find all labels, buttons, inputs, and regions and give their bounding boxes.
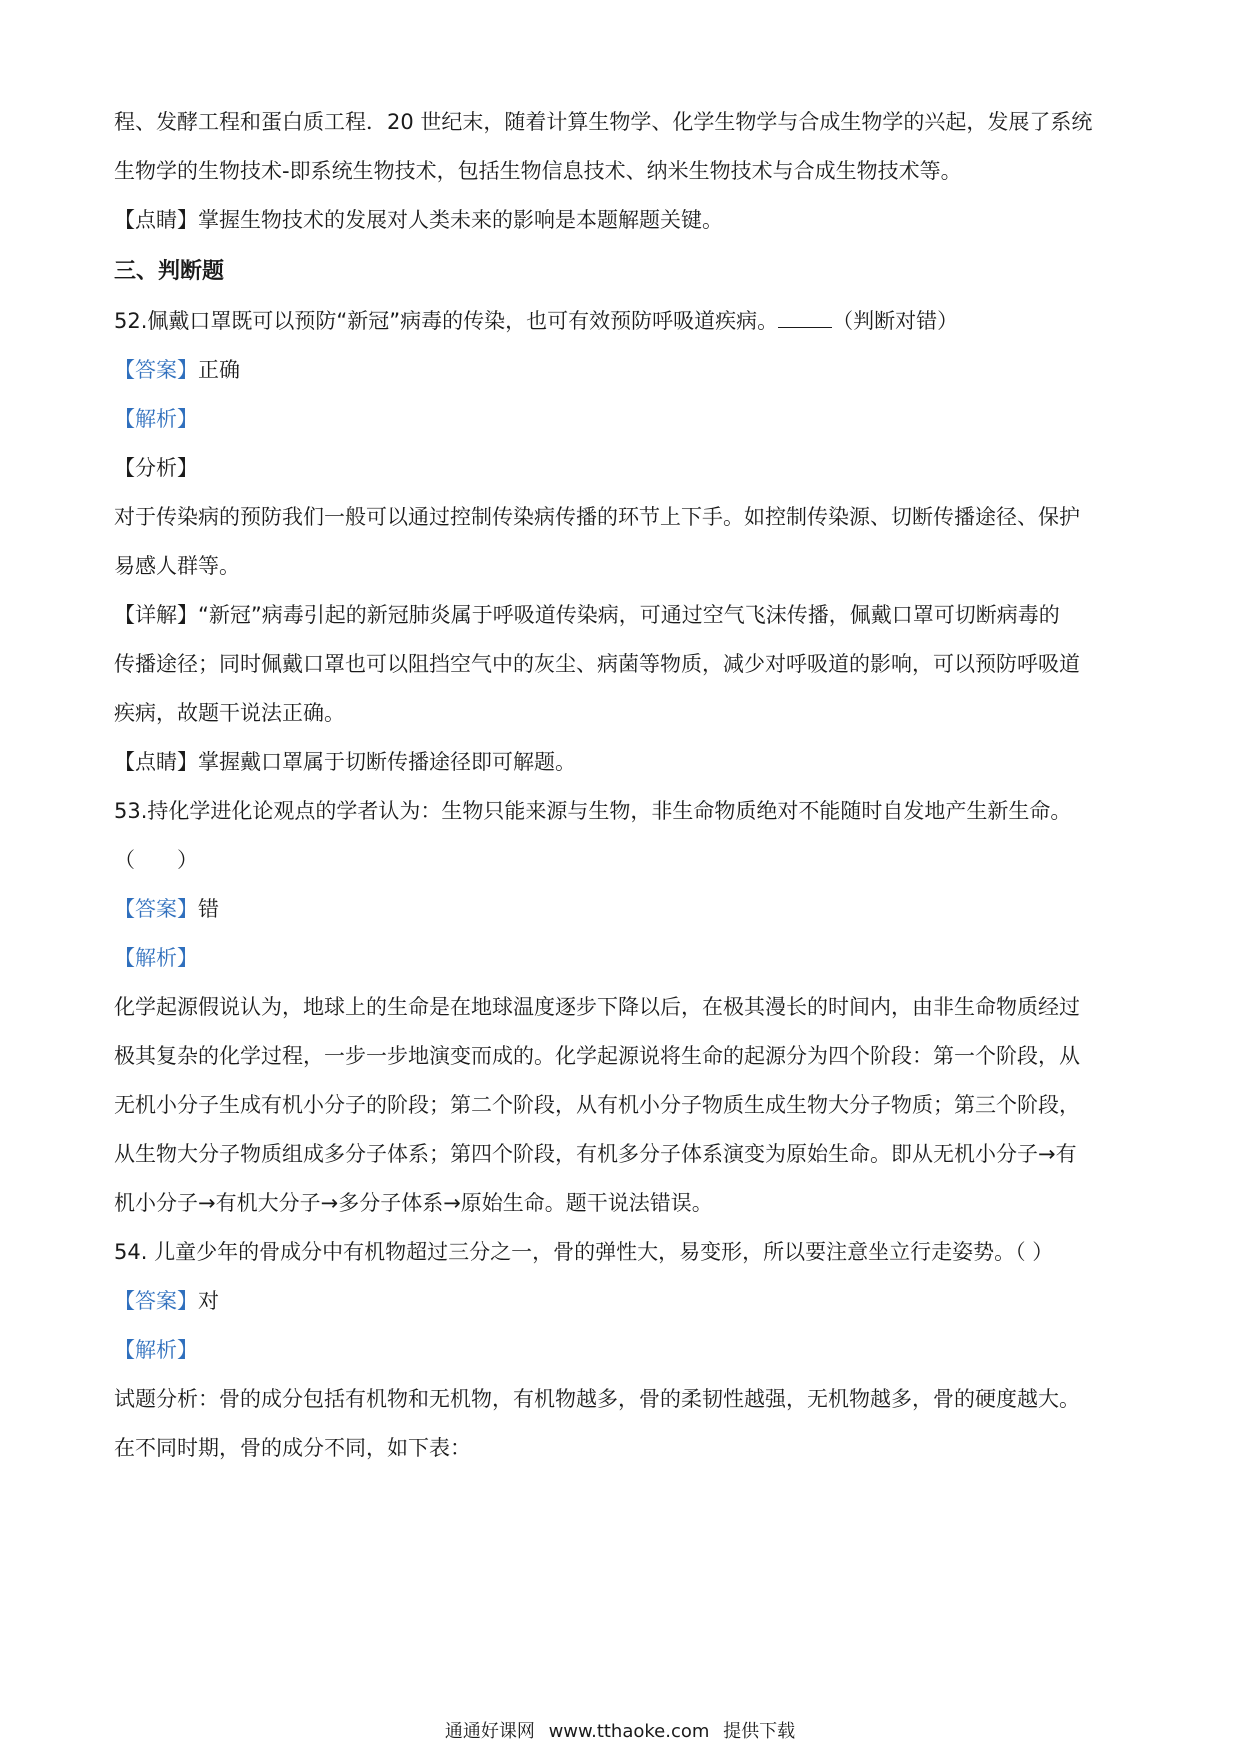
xiangjie-tag: 【详解】 [114,603,198,627]
dianjing-tag: 【点睛】 [114,750,198,774]
question-52-stem [114,297,1126,346]
paragraph-line: 疾病，故题干说法正确。 [114,701,345,725]
paragraph-line: 化学起源假说认为，地球上的生命是在地球温度逐步下降以后，在极其漫长的时间内，由非生命物质经过 [114,995,1080,1019]
answer-text: 正确 [198,358,240,382]
paragraph-line: 传播途径；同时佩戴口罩也可以阻挡空气中的灰尘、病菌等物质，减少对呼吸道的影响，可以预防呼吸道 [114,652,1080,676]
section-title: 三、判断题 [114,259,225,284]
document-content [114,98,1126,1473]
question-53-answer [114,885,1126,934]
answer-blank [778,307,832,328]
jiexi-tag: 【解析】 [114,407,198,431]
xiangjie-line [114,591,1126,640]
dianjing-tag: 【点睛】 [114,208,198,232]
page-footer [0,1720,1240,1744]
dianjing-text: 掌握戴口罩属于切断传播途径即可解题。 [198,750,576,774]
dianjing-line [114,738,1126,787]
paragraph-line: 生物学的生物技术-即系统生物技术，包括生物信息技术、纳米生物技术与合成生物技术等。 [114,159,962,183]
dianjing-line [114,196,1126,245]
jiexi-tag: 【解析】 [114,946,198,970]
answer-tag: 【答案】 [114,897,198,921]
paragraph-line: 在不同时期，骨的成分不同，如下表： [114,1436,471,1460]
fenxi-tag: 【分析】 [114,456,198,480]
paragraph-line: 无机小分子生成有机小分子的阶段；第二个阶段，从有机小分子物质生成生物大分子物质；第三个阶段， [114,1093,1080,1117]
paragraph-line: 极其复杂的化学过程，一步一步地演变而成的。化学起源说将生命的起源分为四个阶段：第一个阶段，从 [114,1044,1080,1068]
paragraph-line: 易感人群等。 [114,554,240,578]
paragraph-line: 试题分析：骨的成分包括有机物和无机物，有机物越多，骨的柔韧性越强，无机物越多，骨的硬度越大。 [114,1387,1080,1411]
question-54-stem: 54. 儿童少年的骨成分中有机物超过三分之一，骨的弹性大，易变形，所以要注意坐立行走姿势。（ ） [114,1240,1054,1264]
question-52-stem-text: 52.佩戴口罩既可以预防“新冠”病毒的传染，也可有效预防呼吸道疾病。 [114,309,779,333]
answer-text: 对 [198,1289,219,1313]
footer-url[interactable]: www.tthaoke.com [548,1721,710,1742]
answer-tag: 【答案】 [114,1289,198,1313]
paragraph-line: 机小分子→有机大分子→多分子体系→原始生命。题干说法错误。 [114,1191,713,1215]
jiexi-tag: 【解析】 [114,1338,198,1362]
answer-tag: 【答案】 [114,358,198,382]
paragraph-line: 从生物大分子物质组成多分子体系；第四个阶段，有机多分子体系演变为原始生命。即从无机小分子→有 [114,1142,1077,1166]
question-53-stem: 53.持化学进化论观点的学者认为：生物只能来源与生物，非生命物质绝对不能随时自发地产生新生命。 [114,799,1072,823]
xiangjie-text: “新冠”病毒引起的新冠肺炎属于呼吸道传染病，可通过空气飞沫传播，佩戴口罩可切断病毒的 [198,603,1060,627]
question-53-bracket: （ ） [114,848,198,872]
footer-suffix: 提供下载 [723,1721,796,1742]
footer-site-name: 通通好课网 [444,1721,535,1742]
question-52-answer [114,346,1126,395]
paragraph-line: 对于传染病的预防我们一般可以通过控制传染病传播的环节上下手。如控制传染源、切断传播途径、保护 [114,505,1080,529]
dianjing-text: 掌握生物技术的发展对人类未来的影响是本题解题关键。 [198,208,723,232]
answer-text: 错 [198,897,219,921]
paragraph-line: 程、发酵工程和蛋白质工程．20 世纪末，随着计算生物学、化学生物学与合成生物学的兴起，发展了系统 [114,110,1093,134]
question-52-stem-suffix: （判断对错） [832,309,959,333]
question-54-answer [114,1277,1126,1326]
